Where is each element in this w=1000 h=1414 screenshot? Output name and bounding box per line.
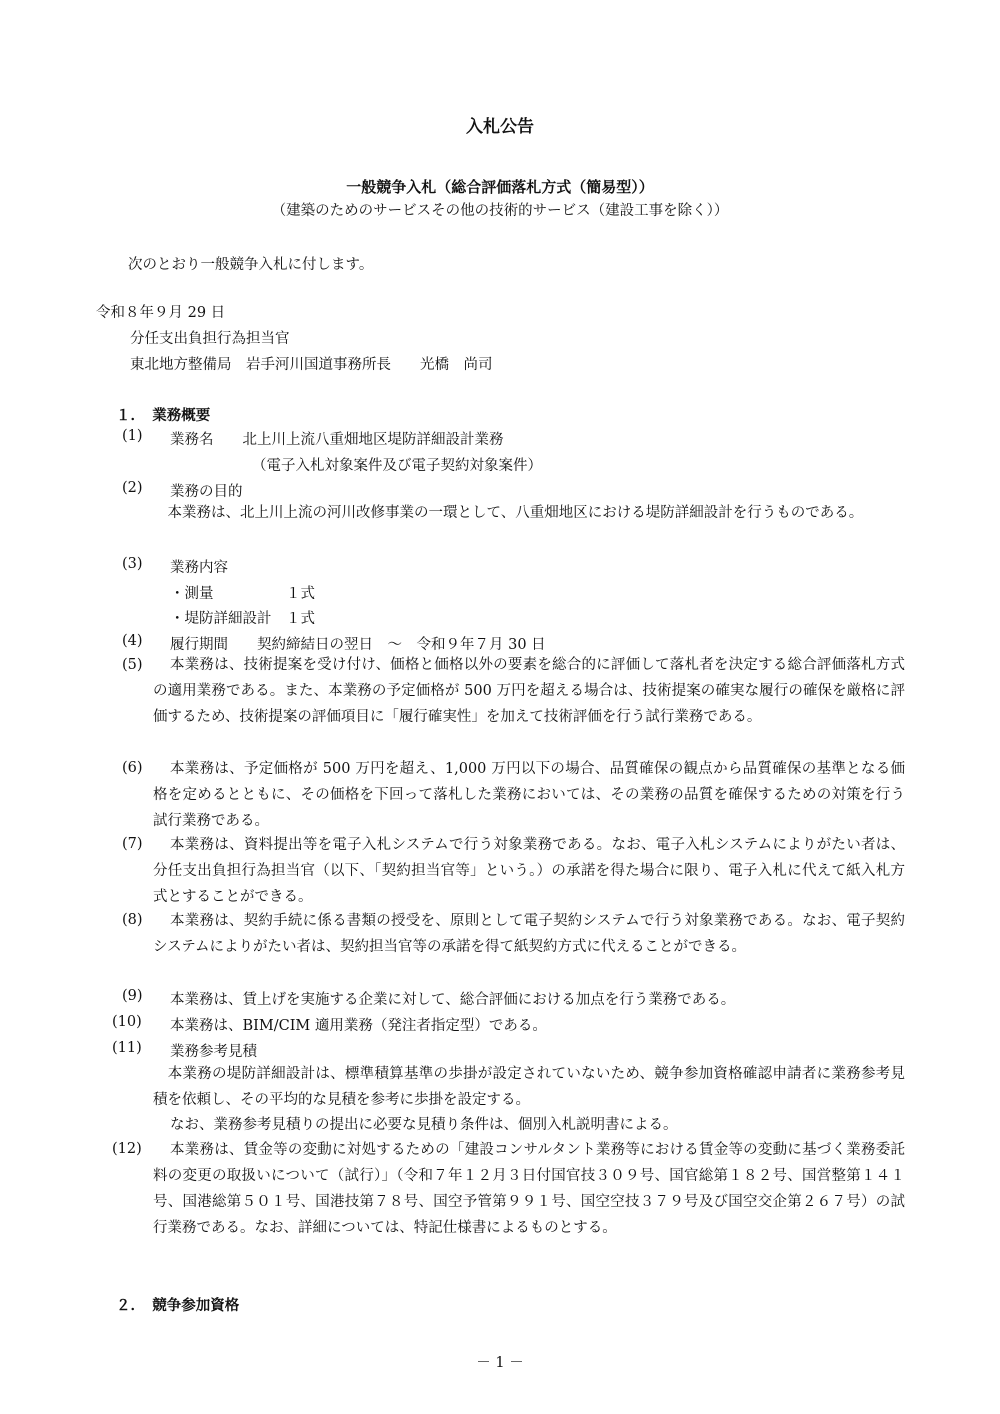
item-number: (3) [122, 556, 143, 572]
page-title: 入札公告 [466, 117, 534, 137]
item-11-text-2: なお、業務参考見積りの提出に必要な見積り条件は、個別入札説明書による。 [170, 1117, 678, 1133]
bid-method-subtitle: 一般競争入札（総合評価落札方式（簡易型）） [346, 178, 654, 196]
item-number: (4) [122, 633, 143, 649]
item-8-text: 本業務は、契約手続に係る書類の授受を、原則として電子契約システムで行う対象業務である。なお、電子契約システムによりがたい者は、契約担当官等の承諾を得て紙契約方式に代えることができる。 [153, 913, 905, 955]
item-11-label: 業務参考見積 [170, 1044, 257, 1060]
section-heading-1: １． 業務概要 [116, 408, 211, 424]
item-2-label: 業務の目的 [170, 484, 243, 500]
page-number: － 1 － [476, 1355, 524, 1371]
item-11-text: 本業務の堤防詳細設計は、標準積算基準の歩掛が設定されていないため、競争参加資格確認申請者に業務参考見積を依頼し、その平均的な見積を参考に歩掛を設定する。 [153, 1066, 905, 1108]
item-10-text: 本業務は、BIM/CIM 適用業務（発注者指定型）である。 [170, 1018, 547, 1034]
item-1-note: （電子入札対象案件及び電子契約対象案件） [252, 458, 542, 474]
item-3-survey: ・測量 １式 [170, 586, 315, 602]
item-4-period: 履行期間 契約締結日の翌日 ～ 令和９年７月 30 日 [170, 637, 546, 653]
item-number: (1) [122, 428, 143, 444]
item-number: (5) [122, 657, 143, 673]
service-type-subtitle: （建築のためのサービスその他の技術的サービス（建設工事を除く）） [271, 203, 729, 219]
intro-text: 次のとおり一般競争入札に付します。 [128, 257, 374, 273]
item-number: (10) [112, 1014, 142, 1030]
announcement-date: 令和８年９月 29 日 [96, 305, 226, 321]
section-heading-2: ２． 競争参加資格 [116, 1298, 240, 1314]
item-2-text: 本業務は、北上川上流の河川改修事業の一環として、八重畑地区における堤防詳細設計を行うものである。 [153, 505, 864, 521]
item-6-text: 本業務は、予定価格が 500 万円を超え、1,000 万円以下の場合、品質確保の観点から品質確保の基準となる価格を定めるとともに、その価格を下回って落札した業務においては、その業務の品質を確保するための対策を行う試行業務である。 [153, 761, 905, 829]
official-name: 東北地方整備局 岩手河川国道事務所長 光橋 尚司 [130, 357, 493, 373]
item-number: (8) [122, 912, 143, 928]
item-1-business-name: 業務名 北上川上流八重畑地区堤防詳細設計業務 [170, 432, 504, 448]
item-7-text: 本業務は、資料提出等を電子入札システムで行う対象業務である。なお、電子入札システムによりがたい者は、分任支出負担行為担当官（以下、「契約担当官等」という。）の承諾を得た場合に限り、電子入札に代えて紙入札方式とすることができる。 [153, 837, 905, 905]
item-number: (11) [112, 1040, 142, 1056]
item-number: (12) [112, 1141, 142, 1157]
item-number: (9) [122, 988, 143, 1004]
item-3-design: ・堤防詳細設計 １式 [170, 611, 315, 627]
item-number: (2) [122, 480, 143, 496]
item-5-text: 本業務は、技術提案を受け付け、価格と価格以外の要素を総合的に評価して落札者を決定する総合評価落札方式の適用業務である。また、本業務の予定価格が 500 万円を超える場合は、技術提案の確実な履行の確保を厳格に評価するため、技術提案の評価項目に「履行確実性」を加えて技術評価を行う試行業務である。 [153, 657, 905, 725]
item-9-text: 本業務は、賃上げを実施する企業に対して、総合評価における加点を行う業務である。 [170, 992, 736, 1008]
item-12-text: 本業務は、賃金等の変動に対処するための「建設コンサルタント業務等における賃金等の変動に基づく業務委託料の変更の取扱いについて（試行）」（令和７年１２月３日付国官技３０９号、国官総第１８２号、国営整第１４１号、国港総第５０１号、国港技第７８号、国空予管第９９１号、国空空技３７９号及び国空交企第２６７号）の試行業務である。なお、詳細については、特記仕様書によるものとする。 [153, 1142, 905, 1236]
item-number: (7) [122, 836, 143, 852]
item-3-label: 業務内容 [170, 560, 228, 576]
official-title: 分任支出負担行為担当官 [130, 331, 290, 347]
item-number: (6) [122, 760, 143, 776]
